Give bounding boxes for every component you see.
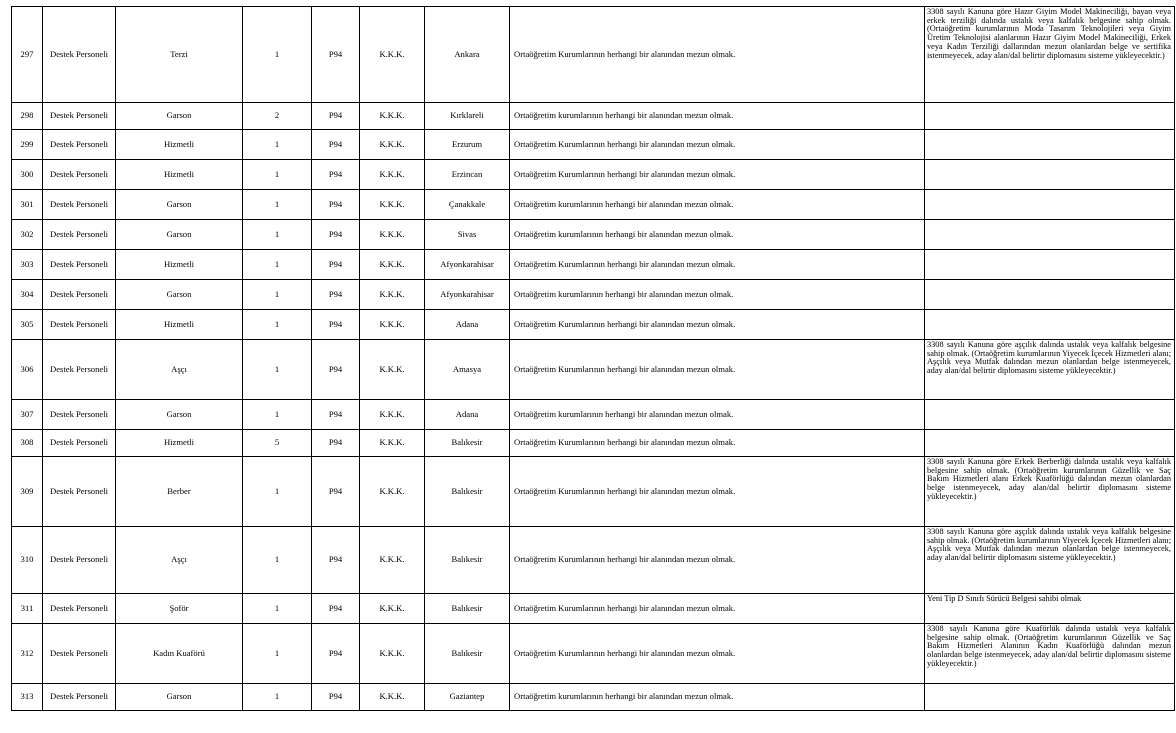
- table-row: [12, 340, 1175, 400]
- unit-cell: Destek Personeli: [43, 220, 116, 250]
- position-type: K.K.K.: [360, 280, 425, 310]
- position-title: Hizmetli: [116, 310, 243, 340]
- position-title: Garson: [116, 103, 243, 130]
- position-type: K.K.K.: [360, 7, 425, 103]
- position-type: K.K.K.: [360, 310, 425, 340]
- position-code: P94: [312, 130, 360, 160]
- unit-cell: Destek Personeli: [43, 684, 116, 711]
- special-condition: 3308 sayılı Kanuna göre Erkek Berberliği dalında ustalık veya kalfalık belgesine sahip olmak. (Ortaöğretim kurumlarının Güzellik ve Saç Bakım Hizmetleri alanı Erkek Kuaförlüğü dalından mezun olanlardan belge istenmeyecek, aday alan/dal belirtir diplomasını sisteme yükleyecektir.): [925, 457, 1175, 527]
- position-code: P94: [312, 457, 360, 527]
- unit-cell: Destek Personeli: [43, 280, 116, 310]
- position-code: P94: [312, 160, 360, 190]
- position-city: Erzurum: [425, 130, 510, 160]
- row-number: 308: [12, 430, 43, 457]
- row-number: 307: [12, 400, 43, 430]
- position-title: Hizmetli: [116, 160, 243, 190]
- position-city: Balıkesir: [425, 457, 510, 527]
- position-type: K.K.K.: [360, 160, 425, 190]
- position-count: 1: [243, 190, 312, 220]
- position-code: P94: [312, 527, 360, 594]
- position-title: Garson: [116, 190, 243, 220]
- table-row: [12, 527, 1175, 594]
- table-row: [12, 190, 1175, 220]
- position-city: Balıkesir: [425, 527, 510, 594]
- row-number: 310: [12, 527, 43, 594]
- position-title: Berber: [116, 457, 243, 527]
- requirement-text: Ortaöğretim Kurumlarının herhangi bir alanından mezun olmak.: [510, 594, 925, 624]
- row-number: 311: [12, 594, 43, 624]
- position-code: P94: [312, 624, 360, 684]
- requirement-text: Ortaöğretim kurumlarının herhangi bir alanından mezun olmak.: [510, 400, 925, 430]
- special-condition: [925, 130, 1175, 160]
- special-condition: [925, 160, 1175, 190]
- special-condition: 3308 sayılı Kanuna göre Hazır Giyim Model Makineciliği, bayan veya erkek terziliği dalında ustalık veya kalfalık belgesine sahip olmak. (Ortaöğretim kurumlarının Moda Tasarım Teknolojileri veya Giyim Üretim Teknolojisi alanlarının Hazır Giyim Model Makineciliği, Erkek veya Kadın Terziliği dallarından mezun olanlardan belge ve sertifika istenmeyecek, aday alan/dal belirtir diplomasını sisteme yükleyecektir.): [925, 7, 1175, 103]
- position-count: 1: [243, 130, 312, 160]
- position-type: K.K.K.: [360, 340, 425, 400]
- table-row: [12, 280, 1175, 310]
- position-count: 1: [243, 310, 312, 340]
- requirement-text: Ortaöğretim Kurumlarının herhangi bir alanından mezun olmak.: [510, 310, 925, 340]
- table-row: [12, 624, 1175, 684]
- special-condition: Yeni Tip D Sınıfı Sürücü Belgesi sahibi olmak: [925, 594, 1175, 624]
- special-condition: [925, 103, 1175, 130]
- position-count: 1: [243, 624, 312, 684]
- row-number: 302: [12, 220, 43, 250]
- position-city: Adana: [425, 400, 510, 430]
- unit-cell: Destek Personeli: [43, 103, 116, 130]
- table-row: [12, 220, 1175, 250]
- position-code: P94: [312, 430, 360, 457]
- position-count: 1: [243, 280, 312, 310]
- unit-cell: Destek Personeli: [43, 527, 116, 594]
- unit-cell: Destek Personeli: [43, 594, 116, 624]
- position-count: 1: [243, 340, 312, 400]
- position-city: Afyonkarahisar: [425, 250, 510, 280]
- row-number: 312: [12, 624, 43, 684]
- position-city: Balıkesir: [425, 624, 510, 684]
- row-number: 304: [12, 280, 43, 310]
- special-condition: 3308 sayılı Kanuna göre aşçılık dalında ustalık veya kalfalık belgesine sahip olmak. (Ortaöğretim kurumlarının Yiyecek İçecek Hizmetleri alanı; Aşçılık veya Mutfak dalından mezun olanlardan belge istenmeyecek, aday alan/dal belirtir diplomasını sisteme yükleyecektir.): [925, 340, 1175, 400]
- row-number: 298: [12, 103, 43, 130]
- position-count: 1: [243, 527, 312, 594]
- requirement-text: Ortaöğretim Kurumlarının herhangi bir alanından mezun olmak.: [510, 624, 925, 684]
- position-title: Hizmetli: [116, 430, 243, 457]
- requirement-text: Ortaöğretim kurumlarının herhangi bir alanından mezun olmak.: [510, 103, 925, 130]
- row-number: 299: [12, 130, 43, 160]
- special-condition: [925, 310, 1175, 340]
- row-number: 303: [12, 250, 43, 280]
- requirement-text: Ortaöğretim Kurumlarının herhangi bir alanından mezun olmak.: [510, 457, 925, 527]
- position-count: 1: [243, 400, 312, 430]
- unit-cell: Destek Personeli: [43, 430, 116, 457]
- position-title: Garson: [116, 220, 243, 250]
- position-code: P94: [312, 280, 360, 310]
- table-row: [12, 684, 1175, 711]
- row-number: 313: [12, 684, 43, 711]
- position-title: Terzi: [116, 7, 243, 103]
- position-title: Garson: [116, 280, 243, 310]
- position-type: K.K.K.: [360, 250, 425, 280]
- position-count: 5: [243, 430, 312, 457]
- position-count: 2: [243, 103, 312, 130]
- position-title: Şoför: [116, 594, 243, 624]
- requirement-text: Ortaöğretim Kurumlarının herhangi bir alanından mezun olmak.: [510, 7, 925, 103]
- position-code: P94: [312, 220, 360, 250]
- position-count: 1: [243, 594, 312, 624]
- unit-cell: Destek Personeli: [43, 250, 116, 280]
- unit-cell: Destek Personeli: [43, 310, 116, 340]
- position-type: K.K.K.: [360, 527, 425, 594]
- requirement-text: Ortaöğretim kurumlarının herhangi bir alanından mezun olmak.: [510, 190, 925, 220]
- position-type: K.K.K.: [360, 190, 425, 220]
- row-number: 309: [12, 457, 43, 527]
- unit-cell: Destek Personeli: [43, 190, 116, 220]
- position-count: 1: [243, 7, 312, 103]
- position-code: P94: [312, 7, 360, 103]
- unit-cell: Destek Personeli: [43, 457, 116, 527]
- position-count: 1: [243, 220, 312, 250]
- position-city: Gaziantep: [425, 684, 510, 711]
- unit-cell: Destek Personeli: [43, 160, 116, 190]
- position-code: P94: [312, 103, 360, 130]
- position-city: Amasya: [425, 340, 510, 400]
- position-count: 1: [243, 457, 312, 527]
- special-condition: [925, 684, 1175, 711]
- position-city: Adana: [425, 310, 510, 340]
- row-number: 306: [12, 340, 43, 400]
- position-code: P94: [312, 400, 360, 430]
- position-code: P94: [312, 190, 360, 220]
- position-city: Ankara: [425, 7, 510, 103]
- position-city: Afyonkarahisar: [425, 280, 510, 310]
- requirement-text: Ortaöğretim Kurumlarının herhangi bir alanından mezun olmak.: [510, 160, 925, 190]
- special-condition: [925, 430, 1175, 457]
- position-type: K.K.K.: [360, 103, 425, 130]
- requirement-text: Ortaöğretim Kurumlarının herhangi bir alanından mezun olmak.: [510, 130, 925, 160]
- unit-cell: Destek Personeli: [43, 340, 116, 400]
- requirement-text: Ortaöğretim kurumlarının herhangi bir alanından mezun olmak.: [510, 220, 925, 250]
- position-type: K.K.K.: [360, 624, 425, 684]
- position-type: K.K.K.: [360, 400, 425, 430]
- special-condition: [925, 400, 1175, 430]
- table-row: [12, 130, 1175, 160]
- table-row: [12, 7, 1175, 103]
- position-count: 1: [243, 160, 312, 190]
- position-title: Kadın Kuaförü: [116, 624, 243, 684]
- position-title: Aşçı: [116, 527, 243, 594]
- position-type: K.K.K.: [360, 130, 425, 160]
- requirement-text: Ortaöğretim Kurumlarının herhangi bir alanından mezun olmak.: [510, 430, 925, 457]
- position-type: K.K.K.: [360, 594, 425, 624]
- unit-cell: Destek Personeli: [43, 130, 116, 160]
- position-city: Sivas: [425, 220, 510, 250]
- special-condition: [925, 190, 1175, 220]
- position-code: P94: [312, 684, 360, 711]
- position-title: Hizmetli: [116, 250, 243, 280]
- special-condition: [925, 220, 1175, 250]
- position-code: P94: [312, 594, 360, 624]
- position-count: 1: [243, 684, 312, 711]
- position-code: P94: [312, 340, 360, 400]
- special-condition: [925, 250, 1175, 280]
- table-row: [12, 457, 1175, 527]
- requirement-text: Ortaöğretim Kurumlarının herhangi bir alanından mezun olmak.: [510, 250, 925, 280]
- position-code: P94: [312, 310, 360, 340]
- unit-cell: Destek Personeli: [43, 624, 116, 684]
- requirement-text: Ortaöğretim kurumlarının herhangi bir alanından mezun olmak.: [510, 280, 925, 310]
- table-row: [12, 310, 1175, 340]
- position-city: Çanakkale: [425, 190, 510, 220]
- table-row: [12, 103, 1175, 130]
- table-row: [12, 250, 1175, 280]
- position-type: K.K.K.: [360, 457, 425, 527]
- special-condition: 3308 sayılı Kanuna göre Kuaförlük dalında ustalık veya kalfalık belgesine sahip olmak. (Ortaöğretim kurumlarının Güzellik ve Saç Bakım Hizmetleri Alanının Kadın Kuaförlüğü dalından mezun olanlardan belge istenmeyecek, aday alan/dal belirtir diplomasını sisteme yükleyecektir.): [925, 624, 1175, 684]
- table-row: [12, 430, 1175, 457]
- row-number: 305: [12, 310, 43, 340]
- position-type: K.K.K.: [360, 684, 425, 711]
- requirement-text: Ortaöğretim kurumlarının herhangi bir alanından mezun olmak.: [510, 684, 925, 711]
- special-condition: [925, 280, 1175, 310]
- row-number: 301: [12, 190, 43, 220]
- unit-cell: Destek Personeli: [43, 7, 116, 103]
- position-title: Hizmetli: [116, 130, 243, 160]
- position-title: Aşçı: [116, 340, 243, 400]
- table-row: [12, 594, 1175, 624]
- position-city: Balıkesir: [425, 430, 510, 457]
- position-table: [11, 6, 1175, 711]
- table-row: [12, 400, 1175, 430]
- requirement-text: Ortaöğretim Kurumlarının herhangi bir alanından mezun olmak.: [510, 527, 925, 594]
- position-type: K.K.K.: [360, 220, 425, 250]
- position-city: Erzincan: [425, 160, 510, 190]
- position-count: 1: [243, 250, 312, 280]
- position-city: Kırklareli: [425, 103, 510, 130]
- table-row: [12, 160, 1175, 190]
- position-title: Garson: [116, 684, 243, 711]
- position-city: Balıkesir: [425, 594, 510, 624]
- unit-cell: Destek Personeli: [43, 400, 116, 430]
- row-number: 300: [12, 160, 43, 190]
- position-title: Garson: [116, 400, 243, 430]
- position-code: P94: [312, 250, 360, 280]
- position-type: K.K.K.: [360, 430, 425, 457]
- requirement-text: Ortaöğretim Kurumlarının herhangi bir alanından mezun olmak.: [510, 340, 925, 400]
- special-condition: 3308 sayılı Kanuna göre aşçılık dalında ustalık veya kalfalık belgesine sahip olmak. (Ortaöğretim kurumlarının Yiyecek İçecek Hizmetleri alanı; Aşçılık veya Mutfak dalından mezun olanlardan belge istenmeyecek, aday alan/dal belirtir diplomasını sisteme yükleyecektir.): [925, 527, 1175, 594]
- row-number: 297: [12, 7, 43, 103]
